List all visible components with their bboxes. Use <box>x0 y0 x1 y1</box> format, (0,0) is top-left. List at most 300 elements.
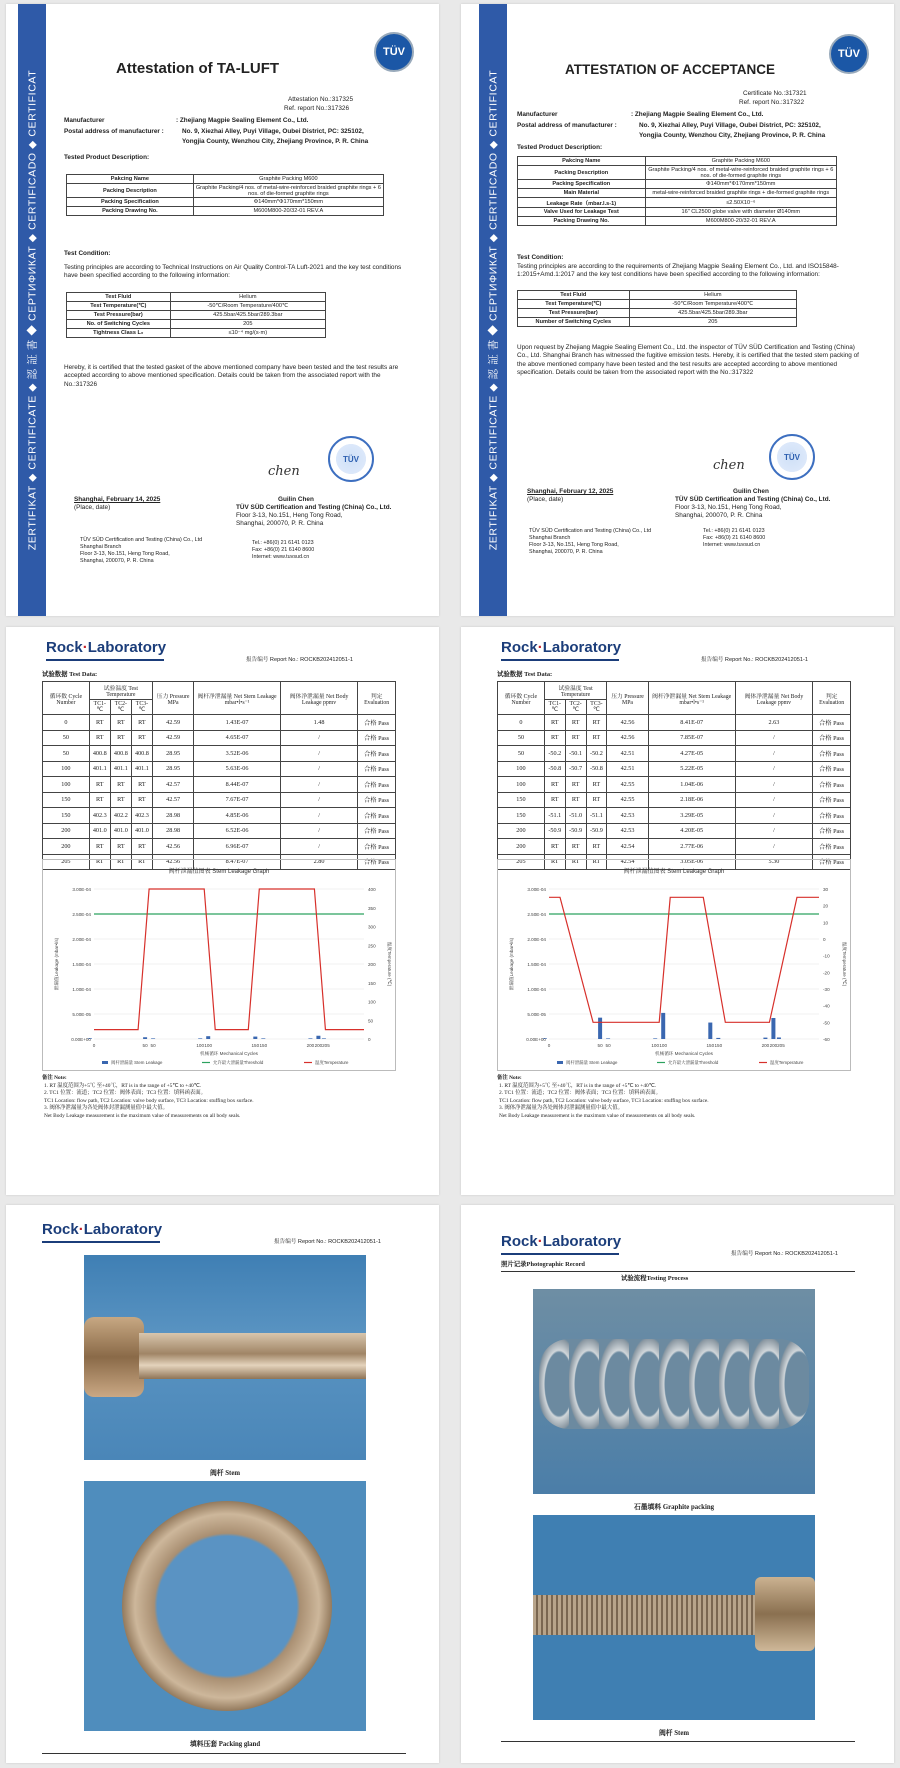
table-cell: 42.57 <box>152 777 193 793</box>
footer-contact: Tel.: +86(0) 21 6141 0123 <box>252 540 314 546</box>
tuv-logo: TÜV <box>374 32 414 72</box>
table-cell: RT <box>586 777 607 793</box>
table-row <box>43 761 396 777</box>
leakage-bar <box>763 1038 767 1039</box>
table-cell: 8.41E-07 <box>648 715 735 731</box>
y2-axis-label: 温度Temperature (℃) <box>842 941 847 987</box>
signer-address-1: Floor 3-13, No.151, Heng Tong Road, <box>236 512 343 519</box>
table-cell: RT <box>565 854 586 870</box>
signer-address-2: Shanghai, 200070, P. R. China <box>675 512 763 519</box>
table-cell: 50 <box>43 746 90 762</box>
table-cell: 42.51 <box>607 761 648 777</box>
table-cell: RT <box>89 792 110 808</box>
table-cell: 100 <box>498 777 545 793</box>
table-cell: 425.5bar/425.5bar/289.3bar <box>170 311 325 320</box>
table-cell: 28.98 <box>152 823 193 839</box>
table-cell: 合格 Pass <box>813 730 851 746</box>
report-number: 报告编号 Report No.: ROCKB202412051-1 <box>731 1251 838 1257</box>
test-data-table <box>497 681 851 870</box>
table-cell: 3.29E-05 <box>648 808 735 824</box>
x-tick-label: 100 <box>196 1043 205 1048</box>
table-cell: No. of Switching Cycles <box>67 320 171 329</box>
x-tick-label: 50 <box>150 1043 156 1048</box>
table-row <box>43 839 396 855</box>
footer-contact: Fax: +86(0) 21 6140 8600 <box>252 547 315 553</box>
header-cell: 阀杆净泄漏量 Net Stem Leakage mbar•l•s⁻¹ <box>648 682 735 715</box>
table-row <box>498 761 851 777</box>
packing-gland-photo <box>84 1481 366 1731</box>
table-cell: 8.47E-07 <box>194 854 281 870</box>
table-cell: 42.53 <box>607 808 648 824</box>
table-cell: -50.2 <box>544 746 565 762</box>
report-number: Ref. report No.:317326 <box>284 105 350 112</box>
table-cell: Packing Description <box>67 184 194 198</box>
note-line: Net Body Leakage measurement is the maximum value of measurements on all body seals. <box>499 1112 696 1119</box>
condition-text: Testing principles are according to Technical Instructions on Air Quality Control-TA Luft-2021 and the key test conditions have been specified according to the following information: <box>64 264 402 280</box>
table-cell: 42.56 <box>152 854 193 870</box>
table-cell: -50.8 <box>544 761 565 777</box>
page-bottom-rule <box>42 1753 406 1754</box>
table-row <box>498 730 851 746</box>
table-cell: 合格 Pass <box>358 730 396 746</box>
footer-line: TÜV SÜD Certification and Testing (China) Co., Ltd <box>529 528 652 534</box>
table-cell: RT <box>565 792 586 808</box>
legend-label: 温度Temperature <box>315 1060 349 1065</box>
y2-tick-label: -60 <box>823 1037 830 1042</box>
table-cell: 400.8 <box>89 746 110 762</box>
y2-tick-label: -40 <box>823 1003 830 1009</box>
product-heading: Tested Product Description: <box>64 154 150 161</box>
table-row <box>498 823 851 839</box>
note-line: 2. TC1 位置：流道；TC2 位置：阀体表面；TC3 位置：填料函表面。 <box>44 1090 207 1097</box>
table-cell: Packing Drawing No. <box>518 217 646 226</box>
logo-text: Rock <box>42 1221 79 1238</box>
table-cell: 7.67E-07 <box>194 792 281 808</box>
condition-heading: Test Condition: <box>64 250 111 257</box>
x-tick-label: 100 <box>659 1043 668 1048</box>
legend-label: 允许最大泄漏量Threshold <box>668 1060 719 1065</box>
table-cell: RT <box>131 715 152 731</box>
certificate-stripe <box>18 4 46 616</box>
table-cell: RT <box>544 715 565 731</box>
table-cell: 合格 Pass <box>813 715 851 731</box>
table-cell: 401.0 <box>89 823 110 839</box>
certificate-acceptance <box>461 4 894 616</box>
note-line: 3. 阀体净泄漏量为各处阀体封泄漏测量值中最大值。 <box>499 1105 623 1112</box>
x-tick-label: 150 <box>251 1043 260 1048</box>
header-cell: TC3-℃ <box>131 700 152 715</box>
test-data-heading: 试验数据 Test Data: <box>497 671 553 678</box>
footer-line: Shanghai Branch <box>80 544 122 550</box>
leakage-bar <box>543 1038 547 1039</box>
logo-underline <box>501 659 619 661</box>
table-cell: 100 <box>498 761 545 777</box>
header-cell: 试验温度 Test Temperature <box>89 682 152 700</box>
y-axis-label: 泄漏值Leakage (mbar•l/s) <box>509 937 514 991</box>
table-cell: 42.57 <box>152 792 193 808</box>
signer-address-2: Shanghai, 200070, P. R. China <box>236 520 324 527</box>
table-cell: Leakage Rate（mbar.l.s-1) <box>518 198 646 208</box>
table-cell: 100 <box>43 777 90 793</box>
table-cell: 200 <box>498 839 545 855</box>
table-cell: Pakcing Name <box>518 157 646 166</box>
place-date-label: (Place, date) <box>527 496 564 503</box>
leakage-bar <box>143 1037 147 1039</box>
x-tick-label: 50 <box>605 1043 611 1048</box>
table-cell: 8.44E-07 <box>194 777 281 793</box>
signer-name: Guilin Chen <box>733 488 769 495</box>
certificate-ta-luft <box>6 4 439 616</box>
table-cell: -50.9 <box>586 823 607 839</box>
table-cell: 42.56 <box>607 730 648 746</box>
place-date: Shanghai, February 12, 2025 <box>527 488 614 495</box>
logo-text: Rock <box>46 639 83 656</box>
table-cell: / <box>280 730 357 746</box>
x-tick-label: 50 <box>597 1043 603 1048</box>
x-tick-label: 200 <box>306 1043 315 1048</box>
y2-tick-label: 10 <box>823 920 829 926</box>
table-cell: 42.51 <box>607 746 648 762</box>
test-data-heading: 试验数据 Test Data: <box>42 671 98 678</box>
manufacturer-label: Manufacturer <box>517 111 558 118</box>
testing-process-heading: 试验流程Testing Process <box>621 1275 689 1282</box>
legend-swatch-leakage <box>557 1061 563 1064</box>
table-row <box>43 792 396 808</box>
table-cell: 150 <box>43 808 90 824</box>
y2-tick-label: 250 <box>368 943 376 949</box>
x-axis-label: 机械循环 Mechanical Cycles <box>200 1051 258 1056</box>
table-cell: -51.1 <box>544 808 565 824</box>
table-cell: RT <box>110 792 131 808</box>
header-cell: 循环数 Cycle Number <box>498 682 545 715</box>
table-row <box>498 808 851 824</box>
leakage-bar <box>598 1018 602 1039</box>
lab-report-page-left <box>6 627 439 1195</box>
note-heading: 备注 Note: <box>42 1075 67 1081</box>
report-number: 报告编号 Report No.: ROCKB202412051-1 <box>701 657 808 663</box>
table-cell: 2.63 <box>735 715 813 731</box>
table-cell: 合格 Pass <box>813 823 851 839</box>
x-tick-label: 150 <box>714 1043 723 1048</box>
address-line-1: No. 9, Xiezhai Alley, Puyi Village, Oubei District, PC: 325102, <box>639 122 821 129</box>
table-cell: Helium <box>629 291 796 300</box>
manufacturer-label: Manufacturer <box>64 117 105 124</box>
table-cell: Number of Switching Cycles <box>518 318 630 327</box>
signer-name: Guilin Chen <box>278 496 314 503</box>
footer-line: TÜV SÜD Certification and Testing (China) Co., Ltd <box>80 537 203 543</box>
table-cell: 5.22E-05 <box>648 761 735 777</box>
signature: chen <box>268 464 300 479</box>
test-data-table <box>42 681 396 870</box>
header-cell: 判定 Evaluation <box>358 682 396 715</box>
table-cell: 100 <box>43 761 90 777</box>
table-row <box>43 777 396 793</box>
note-line: 1. RT 温度范围为+5℃ 至+40℃，RT is in the range of +5℃ to +40℃. <box>44 1083 202 1089</box>
logo-underline <box>46 659 164 661</box>
stem-head <box>755 1577 815 1651</box>
note-line: TC1 Location: flow path, TC2 Location: valve body surface, TC3 Location: stuffing box surface. <box>44 1097 254 1104</box>
manufacturer-value: : Zhejiang Magpie Sealing Element Co., Ltd. <box>631 111 764 118</box>
condition-table <box>66 292 326 338</box>
stem-photo-2 <box>533 1515 815 1720</box>
table-cell: Pakcing Name <box>67 175 194 184</box>
logo-text: Laboratory <box>83 1221 163 1238</box>
stripe-text: ZERTIFIKAT ◆ CERTIFICATE ◆ 認 証 書 ◆ СЕРТИФИКАТ ◆ CERTIFICADO ◆ CERTIFICAT <box>26 69 39 551</box>
lab-report-page-right <box>461 627 894 1195</box>
y-tick-label: 0.00E+00 <box>526 1037 546 1042</box>
table-cell: RT <box>565 839 586 855</box>
table-cell: RT <box>131 854 152 870</box>
table-cell: 合格 Pass <box>358 715 396 731</box>
table-cell: 205 <box>43 854 90 870</box>
leakage-bar <box>653 1038 657 1039</box>
table-cell: RT <box>131 839 152 855</box>
table-cell: -50.2 <box>586 746 607 762</box>
leakage-bar <box>606 1038 610 1039</box>
table-row <box>43 808 396 824</box>
leakage-bar <box>198 1038 202 1039</box>
table-cell: Test Temperature(℃) <box>518 300 630 309</box>
footer-contact: Tel.: +86(0) 21 6141 0123 <box>703 528 765 534</box>
y-tick-label: 1.00E-04 <box>72 987 91 992</box>
leakage-bar <box>253 1037 257 1039</box>
footer-line: Shanghai, 200070, P. R. China <box>80 558 154 564</box>
stem-photo <box>84 1255 366 1460</box>
table-cell: -50℃/Room Temperature/400℃ <box>170 302 325 311</box>
rock-laboratory-logo <box>46 639 166 656</box>
y2-tick-label: 100 <box>368 999 376 1005</box>
y2-tick-label: -30 <box>823 987 830 992</box>
table-cell: 6.52E-06 <box>194 823 281 839</box>
table-cell: 150 <box>498 808 545 824</box>
table-cell: -51.0 <box>565 808 586 824</box>
y2-tick-label: 150 <box>368 980 376 986</box>
table-cell: RT <box>89 715 110 731</box>
table-cell: / <box>735 839 813 855</box>
leakage-bar <box>206 1036 210 1039</box>
logo-dot: · <box>537 639 543 656</box>
table-row <box>498 746 851 762</box>
table-cell: 401.0 <box>110 823 131 839</box>
address-label: Postal address of manufacturer : <box>64 128 164 135</box>
x-tick-label: 205 <box>777 1043 785 1048</box>
signer-address-1: Floor 3-13, No.151, Heng Tong Road, <box>675 504 782 511</box>
leakage-bar <box>322 1038 326 1039</box>
address-line-1: No. 9, Xiezhai Alley, Puyi Village, Oubei District, PC: 325102, <box>182 128 364 135</box>
table-cell: 200 <box>43 823 90 839</box>
x-tick-label: 200 <box>761 1043 770 1048</box>
table-cell: 合格 Pass <box>358 792 396 808</box>
table-cell: / <box>735 808 813 824</box>
table-cell: RT <box>544 777 565 793</box>
footer-line: Shanghai, 200070, P. R. China <box>529 549 603 555</box>
rock-laboratory-logo <box>501 1233 621 1250</box>
table-cell: / <box>280 761 357 777</box>
table-cell: 42.56 <box>607 715 648 731</box>
table-cell: Φ140mm*Φ170mm*150mm <box>193 198 383 207</box>
y-tick-label: 3.00E-04 <box>72 887 91 892</box>
heading-rule <box>501 1271 855 1272</box>
table-cell: Test Fluid <box>518 291 630 300</box>
gland-ring <box>122 1501 332 1711</box>
table-cell: RT <box>586 715 607 731</box>
header-cell: 压力 Pressure MPa <box>152 682 193 715</box>
condition-text: Testing principles are according to the requirements of Zhejiang Magpie Sealing Element Co., Ltd. and ISO15848-1:2015+Amd.1:2017 and the key test conditions have been specified according to the following information: <box>517 263 839 279</box>
note-line: 3. 阀体净泄漏量为各处阀体封泄漏测量值中最大值。 <box>44 1105 168 1112</box>
table-row <box>43 823 396 839</box>
table-cell: / <box>735 823 813 839</box>
table-cell: RT <box>565 730 586 746</box>
table-cell: 合格 Pass <box>358 761 396 777</box>
table-cell: -50.7 <box>565 761 586 777</box>
table-cell: 合格 Pass <box>358 746 396 762</box>
table-row <box>43 746 396 762</box>
table-cell: -50.9 <box>544 823 565 839</box>
leakage-bar <box>88 1038 92 1039</box>
table-row <box>498 792 851 808</box>
table-cell: 合格 Pass <box>813 808 851 824</box>
table-cell: 5.30 <box>735 854 813 870</box>
table-cell: 401.1 <box>89 761 110 777</box>
table-cell: 3.05E-06 <box>648 854 735 870</box>
product-heading: Tested Product Description: <box>517 144 603 151</box>
table-cell: 150 <box>498 792 545 808</box>
attestation-number: Attestation No.:317325 <box>288 96 354 103</box>
table-cell: 1.43E-07 <box>194 715 281 731</box>
table-cell: 42.54 <box>607 839 648 855</box>
chart-title: 阀杆泄漏值图表 Stem Leakage Graph <box>623 869 725 875</box>
y-tick-label: 5.00E-05 <box>527 1012 546 1017</box>
table-cell: RT <box>131 792 152 808</box>
x-tick-label: 150 <box>259 1043 268 1048</box>
logo-dot: · <box>82 639 88 656</box>
table-cell: 合格 Pass <box>358 808 396 824</box>
table-cell: 合格 Pass <box>813 761 851 777</box>
x-axis-label: 机械循环 Mechanical Cycles <box>655 1051 713 1056</box>
table-cell: 2.80 <box>280 854 357 870</box>
table-cell: RT <box>110 715 131 731</box>
y2-tick-label: 200 <box>368 962 376 967</box>
signer-organization: TÜV SÜD Certification and Testing (China) Co., Ltd. <box>675 496 831 503</box>
report-number: 报告编号 Report No.: ROCKB202412051-1 <box>274 1239 381 1245</box>
table-cell: RT <box>586 839 607 855</box>
table-cell: RT <box>544 730 565 746</box>
y-tick-label: 1.50E-04 <box>72 962 91 967</box>
table-cell: M600M800-20/32-01 REV.A <box>193 207 383 216</box>
x-tick-label: 50 <box>142 1043 148 1048</box>
stem-leakage-chart <box>497 859 851 1071</box>
packing-rings <box>539 1339 809 1429</box>
address-line-2: Yongjia County, Wenzhou City, Zhejiang Province, P. R. China <box>639 132 826 139</box>
note-line: TC1 Location: flow path, TC2 Location: valve body surface, TC3 Location: stuffing box surface. <box>499 1097 709 1104</box>
y2-tick-label: 20 <box>823 903 829 909</box>
y-tick-label: 2.00E-04 <box>527 937 546 942</box>
table-cell: 合格 Pass <box>813 777 851 793</box>
logo-text: Rock <box>501 639 538 656</box>
table-cell: -50.8 <box>586 761 607 777</box>
table-cell: RT <box>586 730 607 746</box>
leakage-bar <box>316 1036 320 1039</box>
certification-text: Upon request by Zhejiang Magpie Sealing Element Co., Ltd. the inspector of TÜV SÜD Certification and Testing (China) Co., Ltd. Shanghai Branch has witnessed the fugitive emission tests. Hereby, it is certified that the tested stem packing of the above mentioned company have been tested and the test results are accepted according to above mentioned specification. Details could be taken from the associated report with the No.:317322 <box>517 344 859 377</box>
header-cell: 试验温度 Test Temperature <box>544 682 606 700</box>
logo-underline <box>501 1253 619 1255</box>
leakage-bar <box>771 1018 775 1039</box>
y2-tick-label: 0 <box>823 937 826 942</box>
header-cell: TC3-℃ <box>586 700 607 715</box>
table-row <box>43 715 396 731</box>
table-cell: -50.9 <box>565 823 586 839</box>
table-cell: 50 <box>498 730 545 746</box>
table-cell: 7.85E-07 <box>648 730 735 746</box>
logo-text: Laboratory <box>542 639 622 656</box>
table-cell: / <box>280 808 357 824</box>
table-cell: 42.59 <box>152 730 193 746</box>
table-cell: 402.2 <box>110 808 131 824</box>
y-tick-label: 0.00E+00 <box>71 1037 91 1042</box>
stem-body <box>84 1317 144 1397</box>
table-cell: 42.55 <box>607 777 648 793</box>
table-cell: RT <box>565 777 586 793</box>
table-cell: 42.54 <box>607 854 648 870</box>
product-table <box>66 174 384 216</box>
table-cell: 16" CL2500 globe valve with diameter Ø140mm <box>645 208 836 217</box>
header-cell: 循环数 Cycle Number <box>43 682 90 715</box>
logo-text: Rock <box>501 1233 538 1250</box>
table-row <box>498 777 851 793</box>
table-cell: 4.20E-05 <box>648 823 735 839</box>
table-cell: RT <box>544 839 565 855</box>
table-cell: Test Fluid <box>67 293 171 302</box>
temperature-line <box>549 897 819 1022</box>
table-cell: -50℃/Room Temperature/400℃ <box>629 300 796 309</box>
table-cell: 50 <box>43 730 90 746</box>
legend-label: 阀杆泄漏量 Stem Leakage <box>566 1060 618 1065</box>
table-cell: 合格 Pass <box>813 839 851 855</box>
table-cell: Graphite Packing M600 <box>645 157 836 166</box>
page-bottom-rule <box>501 1741 855 1742</box>
table-cell: RT <box>131 777 152 793</box>
table-cell: -51.1 <box>586 808 607 824</box>
table-cell: 合格 Pass <box>358 839 396 855</box>
leakage-bar <box>716 1038 720 1039</box>
header-cell: 判定 Evaluation <box>813 682 851 715</box>
place-date-label: (Place, date) <box>74 504 111 511</box>
table-cell: 28.95 <box>152 761 193 777</box>
table-cell: 402.3 <box>131 808 152 824</box>
table-cell: 425.5bar/425.5bar/289.3bar <box>629 309 796 318</box>
table-cell: RT <box>89 854 110 870</box>
y2-tick-label: -20 <box>823 970 830 976</box>
x-tick-label: 0 <box>547 1043 551 1048</box>
photo-page-left <box>6 1205 439 1763</box>
table-cell: Main Material <box>518 189 646 198</box>
condition-table <box>517 290 797 327</box>
table-cell: 0 <box>498 715 545 731</box>
y-tick-label: 5.00E-05 <box>72 1012 91 1017</box>
x-tick-label: 150 <box>706 1043 715 1048</box>
chart-title: 阀杆泄漏值图表 Stem Leakage Graph <box>168 869 270 875</box>
table-cell: 4.27E-05 <box>648 746 735 762</box>
leakage-bar <box>661 1013 665 1039</box>
x-tick-label: 0 <box>92 1043 96 1048</box>
table-cell: 401.1 <box>110 761 131 777</box>
rock-laboratory-logo <box>42 1221 162 1238</box>
leakage-bar <box>777 1037 781 1039</box>
footer-contact: Internet: www.tuvsud.cn <box>703 542 761 548</box>
certification-text: Hereby, it is certified that the tested gasket of the above mentioned company have been tested and the test results are accepted according to above mentioned specification. Details could be taken from the associated report with the No.:317326 <box>64 364 399 388</box>
stripe-text: ZERTIFIKAT ◆ CERTIFICATE ◆ 認 証 書 ◆ СЕРТИФИКАТ ◆ CERTIFICADO ◆ CERTIFICAT <box>487 69 500 551</box>
table-cell: Graphite Packing/4 nos. of metal-wire-reinforced braided graphite rings + 6 nos. of die-formed graphite rings <box>193 184 383 198</box>
